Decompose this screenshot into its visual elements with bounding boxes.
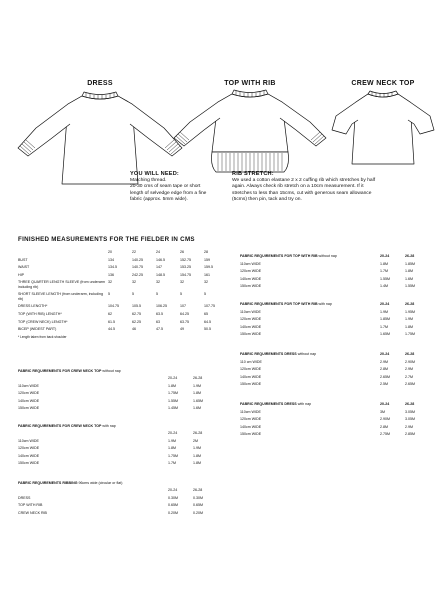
cell: 62.25	[132, 319, 141, 324]
section-title: FINISHED MEASUREMENTS FOR THE FIELDER IN CMS	[18, 236, 195, 243]
size-header: 24	[156, 250, 160, 254]
cell: 63.5	[156, 311, 163, 316]
cell: 104.75	[108, 304, 119, 309]
table-row	[18, 503, 218, 511]
table-header-row	[240, 302, 430, 310]
col-header: 20-24	[380, 351, 390, 356]
rib-stretch-line: We used a cotton elastane 2 x 2 cuffing rib which stretches by half	[232, 178, 376, 183]
cell: 64.25	[180, 311, 189, 316]
row-label: THREE QUARTER LENGTH SLEEVE (from underarm including rib)	[18, 280, 106, 289]
col-header: 26-28	[193, 430, 203, 435]
row-label: BICEP (WIDEST PART)	[18, 327, 57, 332]
cell: 1.6M	[193, 406, 201, 411]
cell: 1.6M	[405, 276, 413, 281]
cell: 140.75	[132, 265, 143, 270]
table-row	[240, 284, 430, 292]
table-row	[240, 410, 430, 418]
dress-without-nap-table	[240, 352, 430, 390]
cell: 1.8M	[405, 324, 413, 329]
cell: 2.8M	[380, 424, 388, 429]
col-header: 26-28	[193, 487, 203, 492]
cell: 105.5	[132, 304, 141, 309]
cell: 32	[180, 280, 184, 285]
row-label: 140cm WIDE	[240, 424, 262, 429]
top-with-rib-without-nap-table	[240, 254, 430, 292]
row-label: CREW NECK RIB	[18, 510, 47, 515]
cell: 0.30M	[168, 495, 178, 500]
cell: 146.5	[156, 257, 165, 262]
row-label: 120cm WIDE	[18, 391, 40, 396]
cell: 0.20M	[168, 510, 178, 515]
table-row	[240, 332, 430, 340]
left-fabric-tables	[18, 369, 218, 518]
cell: 1.55M	[405, 284, 415, 289]
row-label: TOP (CREW NECK) LENGTH*	[18, 319, 68, 324]
table-header-row	[240, 254, 430, 262]
dress-with-nap-table	[240, 402, 430, 440]
row-label: 150cm WIDE	[240, 284, 262, 289]
table-header-row	[18, 431, 218, 439]
cell: 2M	[193, 438, 198, 443]
ribbing-table	[18, 488, 218, 518]
row-label: BUST	[18, 257, 28, 262]
row-label: 110cm WIDE	[18, 383, 39, 388]
table-row	[240, 367, 430, 375]
row-label: 120cm WIDE	[240, 367, 262, 372]
size-header: 20	[108, 250, 112, 254]
row-label: 140cm WIDE	[240, 276, 262, 281]
row-label: 110cm WIDE	[18, 438, 39, 443]
table-row	[240, 262, 430, 270]
cell: 32	[204, 280, 208, 285]
cell: 0.20M	[193, 510, 203, 515]
cell: 1.55M	[380, 276, 390, 281]
cell: 140.25	[132, 257, 143, 262]
cell: 136	[108, 272, 114, 277]
cell: 0.30M	[193, 495, 203, 500]
cell: 61.5	[108, 319, 115, 324]
table-row	[240, 310, 430, 318]
cell: 1.8M	[193, 461, 201, 466]
table-row	[18, 273, 228, 281]
table-row	[18, 312, 228, 320]
cell: 153.25	[180, 265, 191, 270]
top-with-rib-illustration	[170, 88, 330, 180]
cell: 0.65M	[193, 503, 203, 508]
row-label: 110cm WIDE	[240, 261, 261, 266]
crew-neck-top-illustration	[330, 90, 436, 168]
row-label: 120cm WIDE	[240, 269, 262, 274]
fabric-table-title: FABRIC REQUIREMENTS FOR CREW NECK TOP with nap	[18, 423, 116, 428]
cell: 154.75	[180, 272, 191, 277]
cell: 1.9M	[193, 446, 201, 451]
cell: 32	[156, 280, 160, 285]
rib-stretch-line: (5cms) then pin, tack and try on.	[232, 197, 302, 203]
table-row	[18, 258, 228, 266]
cell: 1.9M	[168, 438, 176, 443]
cell: 32	[132, 280, 136, 285]
row-label: WAIST	[18, 265, 30, 270]
col-header: 26-28	[405, 254, 415, 258]
measurements-footnote: * Length taken from back shoulder	[18, 334, 67, 339]
cell: 1.65M	[380, 332, 390, 337]
crew-neck-top-title: CREW NECK TOP	[351, 80, 415, 87]
size-header: 28	[204, 250, 208, 254]
table-row	[18, 439, 218, 447]
cell: 2.90M	[380, 417, 390, 422]
table-row	[240, 317, 430, 325]
row-label: TOP WITH RIB	[18, 503, 43, 508]
cell: 1.75M	[168, 391, 178, 396]
cell: 2.9M	[405, 367, 413, 372]
top-with-rib-title: TOP WITH RIB	[224, 80, 276, 87]
cell: 106.25	[156, 304, 167, 309]
cell: 1.45M	[168, 406, 178, 411]
cell: 47.5	[156, 327, 163, 332]
cell: 63	[156, 319, 160, 324]
table-row	[18, 496, 218, 504]
cell: 1.85M	[405, 261, 415, 266]
cell: 32	[108, 280, 112, 285]
table-row	[240, 277, 430, 285]
cell: 3.05M	[405, 417, 415, 422]
col-header: 20-24	[168, 430, 178, 435]
row-label: DRESS LENGTH*	[18, 304, 48, 309]
cell: 3M	[380, 409, 385, 414]
cell: 0.65M	[168, 503, 178, 508]
fabric-table-title: FABRIC REQUIREMENTS FOR CREW NECK TOP without nap	[18, 369, 121, 373]
cell: 5	[204, 292, 206, 297]
col-header: 20-24	[380, 401, 390, 406]
rib-stretch-line: stretches to less than 15cms, cut with generous seam allowance	[232, 190, 372, 196]
table-row	[18, 320, 228, 328]
you-will-need-line: 20-30 cms of seam tape or short	[130, 184, 201, 190]
table-row	[240, 360, 430, 368]
table-row	[240, 375, 430, 383]
cell: 2.5M	[380, 382, 388, 387]
row-label: 140cm WIDE	[18, 398, 40, 403]
rib-stretch-heading: RIB STRETCH:	[232, 171, 274, 177]
measurements-header-row	[18, 250, 228, 258]
rib-stretch-block	[232, 171, 436, 204]
cell: 1.7M	[380, 324, 388, 329]
cell: 2.9M	[380, 359, 388, 364]
table-row	[240, 425, 430, 433]
cell: 1.9M	[193, 383, 201, 388]
row-label: 120cm WIDE	[18, 446, 40, 451]
table-header-row	[18, 488, 218, 496]
cell: 1.65M	[193, 398, 203, 403]
cell: 107.75	[204, 304, 215, 309]
cell: 147	[156, 265, 162, 270]
cell: 1.85M	[380, 317, 390, 322]
cell: 2.9M	[405, 424, 413, 429]
col-header: 26-28	[405, 301, 415, 306]
cell: 1.8M	[193, 453, 201, 458]
you-will-need-line: fabric (approx. 5mm wide).	[130, 197, 188, 203]
top-with-rib-with-nap-table	[240, 302, 430, 340]
you-will-need-heading: YOU WILL NEED:	[130, 171, 180, 177]
cell: 1.8M	[193, 391, 201, 396]
row-label: 140cm WIDE	[18, 453, 40, 458]
cell: 1.7M	[168, 461, 176, 466]
cell: 1.8M	[168, 383, 176, 388]
cell: 62.75	[132, 311, 141, 316]
cell: 134.5	[108, 265, 117, 270]
row-label: 120cm WIDE	[240, 317, 262, 322]
table-row	[18, 327, 228, 335]
table-row	[18, 384, 218, 392]
crew-neck-with-nap-table	[18, 431, 218, 469]
row-label: 120cm WIDE	[240, 417, 262, 422]
table-row	[18, 461, 218, 469]
cell: 49	[180, 327, 184, 332]
you-will-need-block	[130, 171, 230, 204]
col-header: 26-28	[193, 376, 203, 380]
fabric-table-title: FABRIC REQUIREMENTS FOR TOP WITH RIB with nap	[240, 301, 332, 306]
cell: 1.9M	[380, 309, 388, 314]
rib-stretch-line: again. Always check rib stretch on a 10cm measurement. If it	[232, 184, 364, 190]
table-row	[240, 269, 430, 277]
cell: 2.90M	[405, 359, 415, 364]
col-header: 20-24	[168, 487, 178, 492]
table-row	[18, 511, 218, 519]
col-header: 20-24	[380, 301, 390, 306]
row-label: 110 cm WIDE	[240, 359, 262, 364]
cell: 1.4M	[380, 284, 388, 289]
row-label: 150cm WIDE	[240, 432, 262, 437]
cell: 5	[108, 292, 110, 297]
table-row	[18, 304, 228, 312]
cell: 1.95M	[405, 309, 415, 314]
table-row	[18, 265, 228, 273]
measurements-table	[18, 250, 228, 342]
cell: 159.5	[204, 265, 213, 270]
cell: 1.75M	[405, 332, 415, 337]
you-will-need-line: length of selvedge edge from a fine	[130, 190, 207, 196]
you-will-need-line: Matching thread.	[130, 178, 167, 183]
col-header: 20-24	[168, 376, 178, 380]
row-label: 110cm WIDE	[240, 309, 261, 314]
fabric-table-title: FABRIC REQUIREMENTS DRESS with nap	[240, 401, 312, 406]
cell: 161	[204, 272, 210, 277]
size-header: 22	[132, 250, 136, 254]
cell: 64.5	[204, 319, 211, 324]
row-label: HIP	[18, 272, 24, 277]
row-label: 140cm WIDE	[240, 374, 262, 379]
row-label: 150cm WIDE	[240, 382, 262, 387]
cell: 65	[204, 311, 208, 316]
cell: 2.65M	[380, 374, 390, 379]
crew-neck-without-nap-table	[18, 376, 218, 414]
cell: 5	[180, 292, 182, 297]
row-label: DRESS	[18, 495, 31, 500]
table-row	[18, 292, 228, 304]
table-header-row	[240, 402, 430, 410]
cell: 1.7M	[380, 269, 388, 274]
fabric-table-title: FABRIC REQUIREMENTS DRESS without nap	[240, 351, 317, 356]
cell: 44.5	[108, 327, 115, 332]
row-label: 110cm WIDE	[240, 409, 261, 414]
row-label: 150cm WIDE	[18, 461, 40, 466]
row-label: TOP (WITH RIB) LENGTH*	[18, 311, 62, 316]
right-fabric-tables	[240, 254, 430, 440]
cell: 134	[108, 257, 114, 262]
col-header: 20-24	[380, 254, 390, 258]
cell: 2.8M	[380, 367, 388, 372]
cell: 1.75M	[168, 453, 178, 458]
row-label: SHORT SLEEVE LENGTH (from underarm, including rib)	[18, 292, 103, 301]
cell: 2.75M	[380, 432, 390, 437]
cell: 1.8M	[168, 446, 176, 451]
cell: 1.8M	[405, 269, 413, 274]
cell: 1.8M	[380, 261, 388, 266]
cell: 2.7M	[405, 374, 413, 379]
col-header: 26-28	[405, 401, 415, 406]
table-row	[18, 406, 218, 414]
table-header-row	[18, 376, 218, 384]
cell: 3.05M	[405, 409, 415, 414]
cell: 2.65M	[405, 382, 415, 387]
cell: 152.75	[180, 257, 191, 262]
cell: 148.5	[156, 272, 165, 277]
row-label: 150cm WIDE	[240, 332, 262, 337]
row-label: 140cm WIDE	[240, 324, 262, 329]
size-header: 26	[180, 250, 184, 254]
cell: 50.5	[204, 327, 211, 332]
cell: 62	[108, 311, 112, 316]
cell: 2.85M	[405, 432, 415, 437]
cell: 46	[132, 327, 136, 332]
table-row	[240, 382, 430, 390]
cell: 5	[132, 292, 134, 297]
table-row	[240, 417, 430, 425]
table-row	[18, 399, 218, 407]
table-row	[18, 391, 218, 399]
cell: 159	[204, 257, 210, 262]
table-row	[240, 432, 430, 440]
table-header-row	[240, 352, 430, 360]
cell: 1.9M	[405, 317, 413, 322]
cell: 1.55M	[168, 398, 178, 403]
col-header: 26-28	[405, 351, 415, 356]
cell: 5	[156, 292, 158, 297]
table-row	[18, 446, 218, 454]
fabric-table-title: FABRIC REQUIREMENTS RIBBING 96cms wide (circular or flat)	[18, 480, 123, 485]
dress-title: DRESS	[87, 80, 113, 87]
cell: 107	[180, 304, 186, 309]
cell: 63.75	[180, 319, 189, 324]
cell: 242.25	[132, 272, 143, 277]
table-row	[18, 454, 218, 462]
table-row	[18, 280, 228, 292]
fabric-table-title: FABRIC REQUIREMENTS FOR TOP WITH RIB without nap	[240, 254, 337, 258]
table-row	[240, 325, 430, 333]
row-label: 150cm WIDE	[18, 406, 40, 411]
